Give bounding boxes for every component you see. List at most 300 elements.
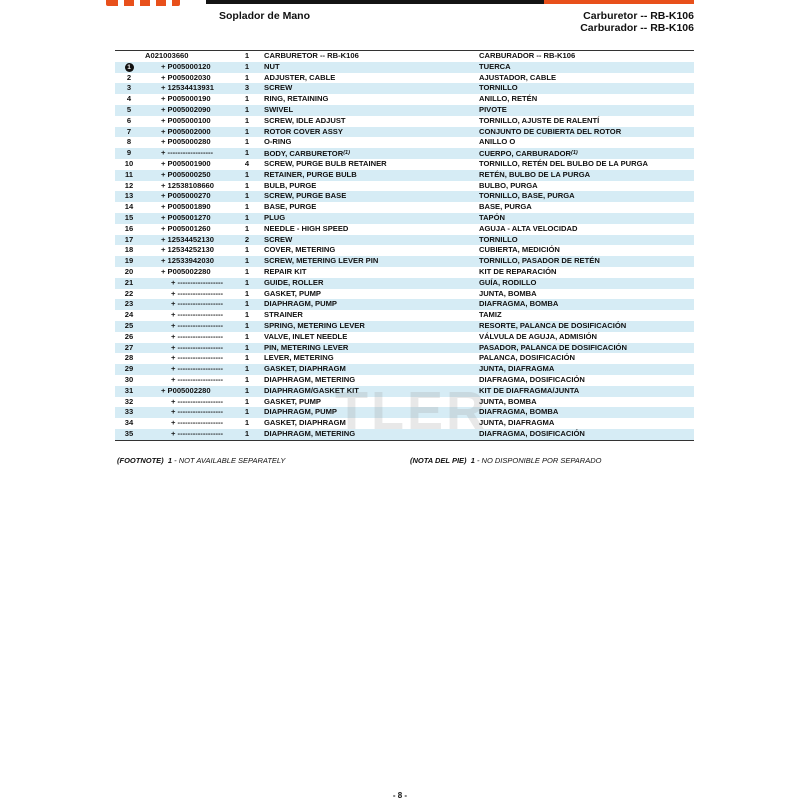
description-en-text: PLUG [264, 212, 286, 222]
quantity: 1 [244, 137, 250, 147]
part-number: + P005002000 [161, 126, 211, 136]
ref-number: 13 [124, 191, 134, 201]
description-es [479, 397, 537, 408]
ref-number: 31 [124, 385, 134, 395]
ref-number: 30 [124, 374, 134, 384]
ref-number: 8 [126, 137, 132, 147]
part-number: + P005000100 [161, 115, 211, 125]
part-number: + ------------------ [171, 331, 224, 341]
part-number: + P005000190 [161, 94, 211, 104]
part-number: + ------------------ [171, 374, 224, 384]
part-number: + ------------------ [171, 342, 224, 352]
description-es-text: TORNILLO, PASADOR DE RETÉN [479, 256, 600, 266]
table-row [115, 375, 694, 386]
description-en [264, 235, 292, 246]
assembly-description-en: CARBURETOR -- RB-K106 [264, 51, 359, 60]
description-en-text: SCREW, PURGE BULB RETAINER [264, 158, 387, 168]
description-es-text: DIAFRAGMA, BOMBA [479, 407, 559, 417]
table-row [115, 159, 694, 170]
ref-number: 10 [124, 158, 134, 168]
quantity: 4 [244, 158, 250, 168]
description-es [479, 213, 505, 224]
description-en-text: SCREW, PURGE BASE [264, 191, 347, 201]
ref-number: 20 [124, 266, 134, 276]
quantity: 1 [244, 169, 250, 179]
part-number: + P005000250 [161, 169, 211, 179]
ref-number: 32 [124, 396, 134, 406]
ref-number: 25 [124, 320, 134, 330]
description-es [479, 202, 532, 213]
quantity: 1 [244, 310, 250, 320]
table-row [115, 202, 694, 213]
description-en-text: RING, RETAINING [264, 94, 329, 104]
quantity: 1 [244, 61, 250, 71]
description-en-text: SCREW [264, 234, 293, 244]
description-en-text: NEEDLE - HIGH SPEED [264, 223, 349, 233]
quantity: 1 [244, 299, 250, 309]
quantity: 1 [244, 331, 250, 341]
ref-number: 11 [124, 169, 134, 179]
description-es-text: DIAFRAGMA, DOSIFICACIÓN [479, 374, 585, 384]
quantity: 1 [244, 126, 250, 136]
description-es [479, 159, 648, 170]
description-es [479, 116, 599, 127]
description-en-text: GASKET, DIAPHRAGM [264, 364, 346, 374]
footnote-es-text: - NO DISPONIBLE POR SEPARADO [476, 456, 602, 465]
description-en-text: LEVER, METERING [264, 353, 334, 363]
footnote-es-number: 1 [470, 456, 475, 465]
description-en [264, 429, 355, 440]
ref-number: 35 [124, 428, 134, 438]
part-number: + P005001900 [161, 158, 211, 168]
quantity: 1 [244, 320, 250, 330]
table-row [115, 278, 694, 289]
table-row [115, 267, 694, 278]
table-row [115, 148, 694, 159]
part-number: + ------------------ [171, 428, 224, 438]
description-es [479, 245, 560, 256]
table-row [115, 235, 694, 246]
part-number: + ------------------ [171, 396, 224, 406]
description-en [264, 62, 280, 73]
part-number: + 12534413931 [161, 83, 215, 93]
description-es-text: JUNTA, BOMBA [479, 396, 537, 406]
part-number: + ------------------ [171, 407, 224, 417]
quantity: 1 [244, 104, 250, 114]
description-es-text: CUERPO, CARBURADOR [479, 149, 571, 159]
description-es [479, 332, 597, 343]
assembly-row [115, 51, 694, 62]
product-title: Soplador de Mano [219, 10, 311, 22]
description-es-text: CUBIERTA, MEDICIÓN [479, 245, 560, 255]
description-en [264, 397, 321, 408]
description-en-text: SPRING, METERING LEVER [264, 320, 365, 330]
description-es-text: PASADOR, PALANCA DE DOSIFICACIÓN [479, 342, 627, 352]
description-en [264, 73, 335, 84]
quantity: 1 [244, 353, 250, 363]
description-en-text: GASKET, PUMP [264, 396, 321, 406]
description-en-text: NUT [264, 61, 280, 71]
ref-number: 14 [124, 202, 134, 212]
description-en-text: GASKET, PUMP [264, 288, 321, 298]
quantity: 1 [244, 288, 250, 298]
description-es-text: JUNTA, DIAFRAGMA [479, 418, 555, 428]
table-row [115, 418, 694, 429]
table-row [115, 343, 694, 354]
part-number: + P005002030 [161, 72, 211, 82]
description-es [479, 127, 621, 138]
description-en [264, 310, 303, 321]
table-row [115, 213, 694, 224]
description-en-text: DIAPHRAGM, PUMP [264, 407, 337, 417]
table-row [115, 353, 694, 364]
part-number: + P005002280 [161, 266, 211, 276]
ref-number: 34 [124, 418, 134, 428]
description-es [479, 418, 554, 429]
description-es-text: BASE, PURGA [479, 202, 532, 212]
quantity: 1 [244, 342, 250, 352]
description-es-text: KIT DE DIAFRAGMA/JUNTA [479, 385, 580, 395]
part-number: + ------------------ [171, 364, 224, 374]
description-en-text: ROTOR COVER ASSY [264, 126, 343, 136]
description-es [479, 137, 515, 148]
quantity: 1 [244, 396, 250, 406]
description-es [479, 256, 600, 267]
footnote-en [117, 456, 285, 465]
table-row [115, 321, 694, 332]
ref-number: 17 [124, 234, 134, 244]
ref-number: 3 [126, 83, 132, 93]
description-en [264, 386, 359, 397]
part-number: + ------------------ [171, 320, 224, 330]
ref-number: 27 [124, 342, 134, 352]
description-en [264, 418, 346, 429]
description-es-text: ANILLO O [479, 137, 516, 147]
description-es [479, 321, 626, 332]
section-title [580, 10, 694, 34]
description-es-text: PALANCA, DOSIFICACIÓN [479, 353, 576, 363]
part-number: + 12533942030 [161, 256, 215, 266]
table-row [115, 83, 694, 94]
description-en-text: STRAINER [264, 310, 303, 320]
description-es-text: TUERCA [479, 61, 511, 71]
description-en [264, 137, 291, 148]
ref-number: 9 [126, 148, 132, 158]
quantity: 1 [244, 266, 250, 276]
quantity: 1 [244, 202, 250, 212]
description-en [264, 299, 337, 310]
description-en [264, 375, 355, 386]
ref-number: 15 [124, 212, 134, 222]
description-en-text: RETAINER, PURGE BULB [264, 169, 357, 179]
part-number: + P005002090 [161, 104, 211, 114]
footnote-en-text: - NOT AVAILABLE SEPARATELY [174, 456, 286, 465]
description-en-text: SCREW, IDLE ADJUST [264, 115, 346, 125]
description-en-text: SCREW, METERING LEVER PIN [264, 256, 379, 266]
description-es [479, 73, 556, 84]
table-row [115, 62, 694, 73]
table-row [115, 289, 694, 300]
ref-number: 28 [124, 353, 134, 363]
quantity: 1 [244, 245, 250, 255]
description-es [479, 375, 585, 386]
table-row [115, 105, 694, 116]
description-es-text: TAMIZ [479, 310, 502, 320]
description-en [264, 278, 324, 289]
ref-number: 4 [126, 94, 132, 104]
ref-badge-icon: 1 [125, 63, 134, 72]
description-es [479, 289, 537, 300]
ref-number: 24 [124, 310, 134, 320]
ref-number: 12 [124, 180, 134, 190]
ref-number [115, 62, 143, 73]
watermark: TLER [335, 381, 488, 441]
footnote-es [410, 456, 601, 465]
description-en [264, 267, 306, 278]
description-en [264, 191, 346, 202]
description-en [264, 83, 292, 94]
description-es [479, 94, 537, 105]
ref-number: 5 [126, 104, 132, 114]
description-en [264, 94, 328, 105]
description-es [479, 299, 558, 310]
description-es-text: PIVOTE [479, 104, 507, 114]
description-en [264, 256, 378, 267]
part-number: + ------------------ [171, 310, 224, 320]
description-en-text: BASE, PURGE [264, 202, 317, 212]
description-en [264, 364, 346, 375]
description-es-text: ANILLO, RETÉN [479, 94, 538, 104]
part-number: + ------------------ [171, 418, 224, 428]
description-en-text: DIAPHRAGM, METERING [264, 374, 356, 384]
quantity: 1 [244, 180, 250, 190]
description-es-text: GUÍA, RODILLO [479, 277, 537, 287]
page-number: - 8 - [392, 791, 408, 800]
description-es [479, 235, 518, 246]
description-en [264, 213, 285, 224]
description-es [479, 407, 558, 418]
quantity: 1 [244, 256, 250, 266]
table-row [115, 386, 694, 397]
description-en [264, 407, 337, 418]
table-row [115, 94, 694, 105]
table-row [115, 181, 694, 192]
header-bar [206, 0, 694, 4]
description-es [479, 364, 554, 375]
quantity: 1 [244, 191, 250, 201]
description-en [264, 170, 357, 181]
quantity: 1 [244, 94, 250, 104]
description-es [479, 343, 627, 354]
description-es-text: JUNTA, DIAFRAGMA [479, 364, 555, 374]
description-en-text: BULB, PURGE [264, 180, 317, 190]
footnote-es-label: (NOTA DEL PIE) [410, 456, 467, 465]
table-row [115, 256, 694, 267]
description-en [264, 159, 387, 170]
part-number: + P005001260 [161, 223, 211, 233]
description-es [479, 353, 575, 364]
description-es-text: DIAFRAGMA, DOSIFICACIÓN [479, 428, 585, 438]
description-es-text: TORNILLO, BASE, PURGA [479, 191, 575, 201]
ref-number: 29 [124, 364, 134, 374]
ref-number: 23 [124, 299, 134, 309]
description-en [264, 116, 346, 127]
description-es-text: AJUSTADOR, CABLE [479, 72, 557, 82]
description-en-text: DIAPHRAGM/GASKET KIT [264, 385, 359, 395]
part-number: + P005001890 [161, 202, 211, 212]
ref-number: 7 [126, 126, 132, 136]
ref-number: 2 [126, 72, 132, 82]
part-number: + ------------------ [171, 353, 224, 363]
part-number: + ------------------ [171, 288, 224, 298]
description-en [264, 202, 316, 213]
table-row [115, 127, 694, 138]
description-en-text: BODY, CARBURETOR [264, 149, 344, 159]
table-row [115, 137, 694, 148]
quantity: 1 [244, 407, 250, 417]
table-row [115, 299, 694, 310]
footnote-en-number: 1 [167, 456, 173, 465]
assembly-part-number: A021003660 [145, 51, 189, 60]
quantity: 1 [244, 115, 250, 125]
description-en-text: SCREW [264, 83, 293, 93]
ref-number: 6 [126, 115, 132, 125]
description-es [479, 181, 538, 192]
ref-number: 18 [124, 245, 134, 255]
quantity: 1 [244, 277, 250, 287]
table-row [115, 407, 694, 418]
description-en [264, 127, 343, 138]
description-en [264, 343, 348, 354]
ref-number: 16 [124, 223, 134, 233]
assembly-description-es: CARBURADOR -- RB-K106 [479, 51, 576, 60]
description-es [479, 278, 536, 289]
description-en-text: O-RING [264, 137, 292, 147]
description-es-text: VÁLVULA DE AGUJA, ADMISIÓN [479, 331, 597, 341]
ref-number: 21 [124, 277, 134, 287]
description-en [264, 181, 316, 192]
description-en [264, 332, 347, 343]
description-es-text: AGUJA - ALTA VELOCIDAD [479, 223, 578, 233]
footnote-en-label: (FOOTNOTE) [117, 456, 164, 465]
description-es-text: BULBO, PURGA [479, 180, 538, 190]
footnote-marker: (1) [570, 150, 578, 157]
quantity: 1 [244, 223, 250, 233]
description-en-text: DIAPHRAGM, PUMP [264, 299, 337, 309]
part-number: + 12538108660 [161, 180, 215, 190]
description-en-text: DIAPHRAGM, METERING [264, 428, 356, 438]
description-es-text: TORNILLO, AJUSTE DE RALENTÍ [479, 115, 600, 125]
table-row [115, 397, 694, 408]
quantity: 1 [244, 418, 250, 428]
logo-mark-icon [106, 0, 180, 6]
part-number: + P005000120 [161, 61, 211, 71]
description-en [264, 353, 334, 364]
description-es [479, 62, 511, 73]
description-en [264, 321, 365, 332]
table-row [115, 116, 694, 127]
ref-number: 19 [124, 256, 134, 266]
description-es [479, 310, 502, 321]
description-es-text: TORNILLO, RETÉN DEL BULBO DE LA PURGA [479, 158, 649, 168]
section-title-es: Carburador -- RB-K106 [580, 22, 694, 34]
part-number: + ------------------ [171, 299, 224, 309]
description-en-text: GASKET, DIAPHRAGM [264, 418, 346, 428]
part-number: + 12534252130 [161, 245, 215, 255]
ref-number: 22 [124, 288, 134, 298]
part-number: + P005000280 [161, 137, 211, 147]
quantity: 1 [244, 428, 250, 438]
description-es-text: TORNILLO [479, 83, 518, 93]
quantity: 2 [244, 234, 250, 244]
table-row [115, 429, 694, 440]
table-row [115, 170, 694, 181]
description-es [479, 191, 575, 202]
table-row [115, 310, 694, 321]
quantity: 1 [244, 212, 250, 222]
part-number: + P005001270 [161, 212, 211, 222]
description-es [479, 429, 585, 440]
description-en [264, 245, 335, 256]
description-en [264, 105, 293, 116]
description-en-text: ADJUSTER, CABLE [264, 72, 336, 82]
ref-number: 33 [124, 407, 134, 417]
table-row [115, 73, 694, 84]
quantity: 1 [244, 364, 250, 374]
description-es-text: KIT DE REPARACIÓN [479, 266, 557, 276]
quantity: 1 [244, 374, 250, 384]
assembly-qty: 1 [244, 51, 250, 60]
description-es-text: DIAFRAGMA, BOMBA [479, 299, 559, 309]
table-row [115, 364, 694, 375]
quantity: 3 [244, 83, 250, 93]
part-number: + P005002280 [161, 385, 211, 395]
description-en-text: VALVE, INLET NEEDLE [264, 331, 348, 341]
section-title-en: Carburetor -- RB-K106 [583, 10, 694, 22]
footnote-marker: (1) [343, 150, 350, 157]
part-number: + 12534452130 [161, 234, 215, 244]
description-es [479, 267, 557, 278]
parts-table [115, 50, 694, 441]
part-number: + ------------------ [161, 148, 214, 158]
description-en-text: REPAIR KIT [264, 266, 307, 276]
description-en [264, 289, 321, 300]
description-es-text: TORNILLO [479, 234, 518, 244]
description-es [479, 224, 577, 235]
table-row [115, 332, 694, 343]
description-es-text: TAPÓN [479, 212, 506, 222]
description-es-text: RETÉN, BULBO DE LA PURGA [479, 169, 591, 179]
table-row [115, 224, 694, 235]
description-en-text: PIN, METERING LEVER [264, 342, 349, 352]
quantity: 1 [244, 72, 250, 82]
description-en-text: GUIDE, ROLLER [264, 277, 324, 287]
description-es [479, 105, 507, 116]
description-es [479, 83, 518, 94]
description-es-text: CONJUNTO DE CUBIERTA DEL ROTOR [479, 126, 622, 136]
description-en-text: SWIVEL [264, 104, 294, 114]
brand-logo [106, 0, 180, 6]
quantity: 1 [244, 385, 250, 395]
part-number: + ------------------ [171, 277, 224, 287]
description-en [264, 224, 348, 235]
description-es [479, 386, 579, 397]
description-es-text: RESORTE, PALANCA DE DOSIFICACIÓN [479, 320, 627, 330]
quantity: 1 [244, 148, 250, 158]
description-es-text: JUNTA, BOMBA [479, 288, 537, 298]
table-row [115, 191, 694, 202]
description-en-text: COVER, METERING [264, 245, 336, 255]
